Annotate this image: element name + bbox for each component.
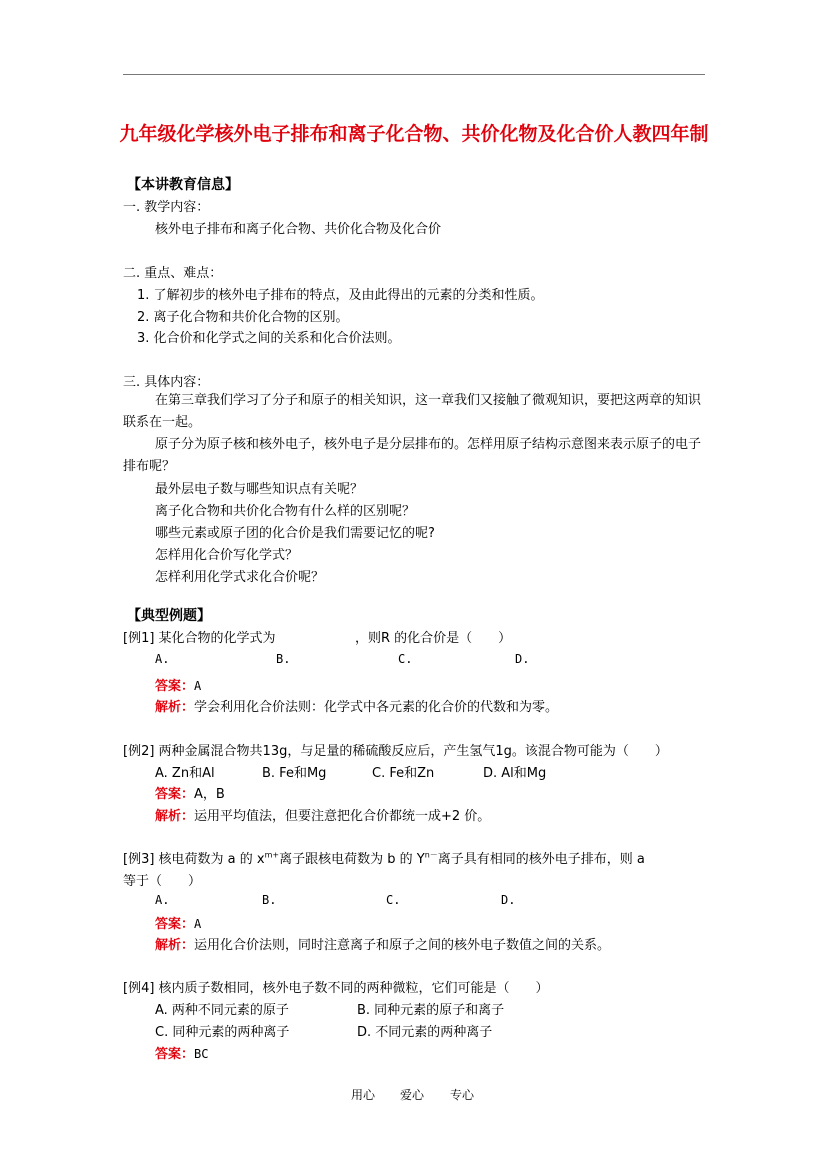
- document-title: 九年级化学核外电子排布和离子化合物、共价化物及化合价人教四年制: [119, 123, 709, 145]
- example-3-question-line-2: 等于（ ）: [123, 874, 202, 889]
- content-question-5: 怎样利用化学式求化合价呢？: [155, 570, 325, 585]
- example-2-option-b: B. Fe和Mg: [262, 766, 327, 781]
- example-1-option-c: C.: [398, 652, 413, 666]
- example-3-option-a: A.: [155, 893, 170, 907]
- section-1-body: 核外电子排布和离子化合物、共价化合物及化合价: [155, 222, 442, 237]
- example-4-option-b: B. 同种元素的原子和离子: [357, 1003, 505, 1018]
- footer-text-1: 用心: [351, 1088, 376, 1102]
- example-4-question: [例4] 核内质子数相同，核外电子数不同的两种微粒，它们可能是（ ）: [123, 981, 549, 996]
- example-1-answer: A: [194, 679, 202, 693]
- example-1-analysis-label: 解析：: [155, 700, 195, 715]
- section-1-heading: 一. 教学内容：: [123, 200, 210, 215]
- footer-text-2: 爱心: [400, 1088, 425, 1102]
- example-2-answer: A，B: [194, 787, 225, 802]
- key-point-2: 2. 离子化合物和共价化合物的区别。: [137, 310, 349, 325]
- example-1-question-a: [例1] 某化合物的化学式为: [123, 631, 276, 646]
- example-3-option-d: D.: [501, 893, 516, 907]
- example-2-analysis-label: 解析：: [155, 809, 195, 824]
- content-question-1: 最外层电子数与哪些知识点有关呢？: [155, 482, 364, 497]
- example-1-option-d: D.: [515, 652, 530, 666]
- footer-text-3: 专心: [450, 1088, 475, 1102]
- example-3-analysis-label: 解析：: [155, 938, 195, 953]
- example-4-answer: BC: [194, 1047, 209, 1061]
- example-2-option-c: C. Fe和Zn: [372, 766, 435, 781]
- example-3-answer-label: 答案：: [155, 917, 195, 932]
- section-2-heading: 二. 重点、难点：: [123, 266, 223, 281]
- content-question-2: 离子化合物和共价化合物有什么样的区别呢？: [155, 504, 416, 519]
- example-3-charge-x: m+: [264, 850, 280, 860]
- example-3-option-c: C.: [386, 893, 401, 907]
- section-heading-info: 【本讲教育信息】: [127, 177, 239, 193]
- example-3-question-line-1: [例3] 核电荷数为 a 的 $x^{m+}$离子跟核电荷数为 b 的 $Y^{n-}$离子具有相同的核外电子排布，则 a: [123, 850, 645, 867]
- header-rule: [123, 74, 705, 75]
- example-4-option-d: D. 不同元素的两种离子: [357, 1025, 493, 1040]
- content-question-3: 哪些元素或原子团的化合价是我们需要记忆的呢?: [155, 526, 435, 541]
- example-1-option-b: B.: [276, 652, 291, 666]
- example-3-answer: A: [194, 917, 202, 931]
- example-3-option-b: B.: [262, 893, 277, 907]
- example-2-answer-label: 答案：: [155, 787, 195, 802]
- example-1-question-b: ，则R 的化合价是（ ）: [355, 631, 512, 646]
- example-2-option-d: D. Al和Mg: [483, 766, 547, 781]
- example-4-answer-label: 答案：: [155, 1047, 195, 1062]
- example-4-option-c: C. 同种元素的两种离子: [155, 1025, 290, 1040]
- example-3-analysis: 运用化合价法则，同时注意离子和原子之间的核外电子数值之间的关系。: [194, 938, 611, 953]
- content-question-4: 怎样用化合价写化学式？: [155, 548, 299, 563]
- section-3-heading: 三. 具体内容：: [123, 375, 210, 390]
- key-point-1: 1. 了解初步的核外电子排布的特点，及由此得出的元素的分类和性质。: [137, 288, 544, 303]
- example-2-analysis: 运用平均值法，但要注意把化合价都统一成+2 价。: [194, 809, 491, 824]
- example-4-option-a: A. 两种不同元素的原子: [155, 1003, 289, 1018]
- example-1-option-a: A.: [155, 652, 170, 666]
- key-point-3: 3. 化合价和化学式之间的关系和化合价法则。: [137, 331, 401, 346]
- example-2-question: [例2] 两种金属混合物共13g，与足量的稀硫酸反应后，产生氢气1g。该混合物可能为（ ）: [123, 744, 668, 759]
- content-paragraph-2: 原子分为原子核和核外电子，核外电子是分层排布的。怎样用原子结构示意图来表示原子的电子排布呢？: [123, 437, 702, 474]
- example-1-answer-label: 答案：: [155, 679, 195, 694]
- example-2-option-a: A. Zn和Al: [155, 766, 215, 781]
- section-heading-examples: 【典型例题】: [127, 608, 211, 624]
- content-paragraph-1: 在第三章我们学习了分子和原子的相关知识，这一章我们又接触了微观知识，要把这两章的知识联系在一起。: [123, 393, 702, 430]
- example-1-analysis: 学会利用化合价法则：化学式中各元素的化合价的代数和为零。: [194, 700, 559, 715]
- example-3-charge-y: n－: [424, 850, 438, 860]
